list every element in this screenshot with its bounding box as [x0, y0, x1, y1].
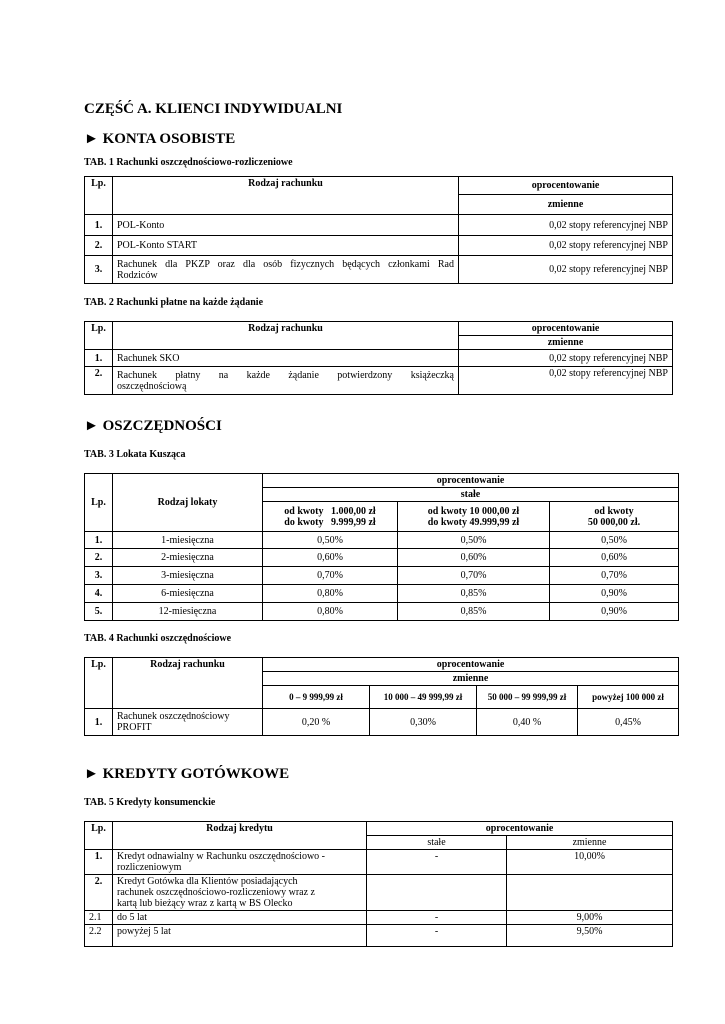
tab1-lp: 1.	[85, 215, 113, 236]
table-row	[85, 549, 679, 567]
tab3-lp: 3.	[85, 567, 113, 585]
tab4-header-type: zmienne	[263, 672, 679, 686]
tab5-variable: 9,50%	[507, 925, 673, 947]
tab3-value: 0,90%	[550, 585, 679, 603]
tab4-value: 0,30%	[370, 709, 477, 736]
tab5-table	[84, 821, 673, 947]
table-row	[85, 367, 673, 395]
tab5-name	[113, 850, 367, 875]
tab2-header-lp: Lp.	[85, 322, 113, 350]
tab3-range3-line1: od kwoty	[594, 505, 634, 517]
tab5-caption: TAB. 5 Kredyty konsumenckie	[84, 797, 216, 808]
tab3-table	[84, 473, 679, 621]
tab3-header-name: Rodzaj lokaty	[113, 474, 263, 532]
tab4-value: 0,45%	[578, 709, 679, 736]
tab2-name: Rachunek SKO	[113, 350, 459, 367]
tab3-range1-line1: od kwoty 1.000,00 zł	[284, 505, 376, 517]
tab3-name: 3-miesięczna	[113, 567, 263, 585]
tab3-value: 0,50%	[263, 532, 398, 549]
tab1-rate: 0,02 stopy referencyjnej NBP	[459, 236, 673, 256]
tab4-name-line2: PROFIT	[117, 722, 152, 733]
tab3-range3-line2: 50 000,00 zł.	[587, 516, 641, 528]
tab5-name: do 5 lat	[113, 911, 367, 925]
table-row	[85, 911, 673, 925]
tab3-range1-line2: do kwoty 9.999,99 zł	[284, 516, 376, 528]
section-heading-konta: ► KONTA OSOBISTE	[84, 131, 236, 147]
tab5-name-line2: rachunek oszczędnościowo-rozliczeniowy wraz z	[117, 887, 315, 898]
tab1-lp: 3.	[85, 256, 113, 284]
tab4-header-lp: Lp.	[85, 658, 113, 709]
tab5-name: powyżej 5 lat	[113, 925, 367, 947]
tab5-name-line1: Kredyt odnawialny w Rachunku oszczędnościowo -	[117, 851, 325, 862]
tab3-lp: 2.	[85, 549, 113, 567]
tab2-name	[113, 367, 459, 395]
tab5-name	[113, 875, 367, 911]
tab5-name-line2: rozliczeniowym	[117, 862, 182, 873]
table-row	[85, 925, 673, 947]
tab5-variable: 10,00%	[507, 850, 673, 875]
tab4-header-range2: 10 000 – 49 999,99 zł	[370, 686, 477, 709]
tab3-value: 0,50%	[398, 532, 550, 549]
tab3-value: 0,50%	[550, 532, 679, 549]
tab4-caption: TAB. 4 Rachunki oszczędnościowe	[84, 633, 232, 644]
tab4-value: 0,40 %	[477, 709, 578, 736]
tab3-header-range1	[263, 502, 398, 532]
tab1-rate: 0,02 stopy referencyjnej NBP	[459, 256, 673, 284]
tab3-value: 0,60%	[263, 549, 398, 567]
table-row	[85, 585, 679, 603]
table-row	[85, 603, 679, 621]
tab4-header-range4: powyżej 100 000 zł	[578, 686, 679, 709]
tab3-lp: 5.	[85, 603, 113, 621]
table-row	[85, 567, 679, 585]
tab5-header-fixed: stałe	[367, 836, 507, 850]
tab5-lp: 2.1	[85, 911, 113, 925]
tab5-fixed	[367, 875, 507, 911]
tab3-header-type: stałe	[263, 488, 679, 502]
tab2-rate: 0,02 stopy referencyjnej NBP	[459, 367, 673, 395]
tab4-table	[84, 657, 679, 736]
tab1-header-lp: Lp.	[85, 177, 113, 215]
table-row	[85, 215, 673, 236]
tab2-name-line2: oszczędnościową	[117, 380, 187, 392]
table-row	[85, 875, 673, 911]
tab3-value: 0,60%	[398, 549, 550, 567]
tab2-rate: 0,02 stopy referencyjnej NBP	[459, 350, 673, 367]
tab5-variable: 9,00%	[507, 911, 673, 925]
tab1-table	[84, 176, 673, 284]
tab1-header-type: zmienne	[459, 195, 673, 215]
tab2-caption: TAB. 2 Rachunki płatne na każde żądanie	[84, 297, 264, 308]
tab3-value: 0,70%	[398, 567, 550, 585]
tab1-name: POL-Konto	[113, 215, 459, 236]
tab1-lp: 2.	[85, 236, 113, 256]
tab1-name: POL-Konto START	[113, 236, 459, 256]
tab1-header-rate: oprocentowanie	[459, 177, 673, 195]
tab2-table	[84, 321, 673, 395]
tab1-name-line1: Rachunek dla PKZP oraz dla osób fizycznych będących członkami Rad	[117, 258, 454, 270]
tab1-name	[113, 256, 459, 284]
section-heading-oszczednosci: ► OSZCZĘDNOŚCI	[84, 418, 222, 434]
tab5-fixed: -	[367, 850, 507, 875]
tab3-value: 0,90%	[550, 603, 679, 621]
table-row	[85, 709, 679, 736]
tab3-header-range3	[550, 502, 679, 532]
tab3-lp: 1.	[85, 532, 113, 549]
tab4-name	[113, 709, 263, 736]
tab3-name: 12-miesięczna	[113, 603, 263, 621]
tab5-header-variable: zmienne	[507, 836, 673, 850]
tab5-fixed: -	[367, 925, 507, 947]
tab4-header-name: Rodzaj rachunku	[113, 658, 263, 709]
tab4-lp: 1.	[85, 709, 113, 736]
tab5-header-rate: oprocentowanie	[367, 822, 673, 836]
tab5-fixed: -	[367, 911, 507, 925]
tab5-lp: 2.2	[85, 925, 113, 947]
tab3-value: 0,70%	[263, 567, 398, 585]
tab3-name: 1-miesięczna	[113, 532, 263, 549]
tab5-header-lp: Lp.	[85, 822, 113, 850]
table-row	[85, 236, 673, 256]
tab5-name-line3: kartą lub bieżący wraz z kartą w BS Olecko	[117, 898, 293, 909]
tab3-header-rate: oprocentowanie	[263, 474, 679, 488]
tab5-lp: 1.	[85, 850, 113, 875]
tab3-lp: 4.	[85, 585, 113, 603]
tab3-value: 0,60%	[550, 549, 679, 567]
section-heading-kredyty: ► KREDYTY GOTÓWKOWE	[84, 766, 290, 782]
tab4-name-line1: Rachunek oszczędnościowy	[117, 711, 230, 722]
tab3-value: 0,85%	[398, 585, 550, 603]
tab2-header-type: zmienne	[459, 336, 673, 350]
tab2-header-rate: oprocentowanie	[459, 322, 673, 336]
tab2-header-name: Rodzaj rachunku	[113, 322, 459, 350]
tab1-rate: 0,02 stopy referencyjnej NBP	[459, 215, 673, 236]
table-row	[85, 350, 673, 367]
tab4-header-range1: 0 – 9 999,99 zł	[263, 686, 370, 709]
tab3-range2-line1: od kwoty 10 000,00 zł	[427, 505, 520, 517]
tab4-value: 0,20 %	[263, 709, 370, 736]
tab1-name-line2: Rodziców	[117, 269, 158, 281]
tab2-lp: 1.	[85, 350, 113, 367]
tab3-caption: TAB. 3 Lokata Kusząca	[84, 449, 186, 460]
tab4-header-rate: oprocentowanie	[263, 658, 679, 672]
tab3-header-lp: Lp.	[85, 474, 113, 532]
tab5-lp: 2.	[85, 875, 113, 911]
tab3-name: 6-miesięczna	[113, 585, 263, 603]
tab3-name: 2-miesięczna	[113, 549, 263, 567]
tab5-name-line1: Kredyt Gotówka dla Klientów posiadających	[117, 876, 298, 887]
tab4-header-range3: 50 000 – 99 999,99 zł	[477, 686, 578, 709]
table-row	[85, 256, 673, 284]
tab1-caption: TAB. 1 Rachunki oszczędnościowo-rozliczeniowe	[84, 157, 293, 168]
tab3-value: 0,70%	[550, 567, 679, 585]
tab2-lp: 2.	[85, 367, 113, 395]
tab3-value: 0,80%	[263, 585, 398, 603]
tab5-header-name: Rodzaj kredytu	[113, 822, 367, 850]
table-row	[85, 532, 679, 549]
tab3-value: 0,85%	[398, 603, 550, 621]
part-title: CZĘŚĆ A. KLIENCI INDYWIDUALNI	[84, 101, 343, 117]
table-row	[85, 850, 673, 875]
tab2-name-line1: Rachunek płatny na każde żądanie potwierdzony książeczką	[117, 369, 454, 381]
tab1-header-name: Rodzaj rachunku	[113, 177, 459, 215]
tab3-range2-line2: do kwoty 49.999,99 zł	[427, 516, 520, 528]
tab3-value: 0,80%	[263, 603, 398, 621]
tab3-header-range2	[398, 502, 550, 532]
tab5-variable	[507, 875, 673, 911]
